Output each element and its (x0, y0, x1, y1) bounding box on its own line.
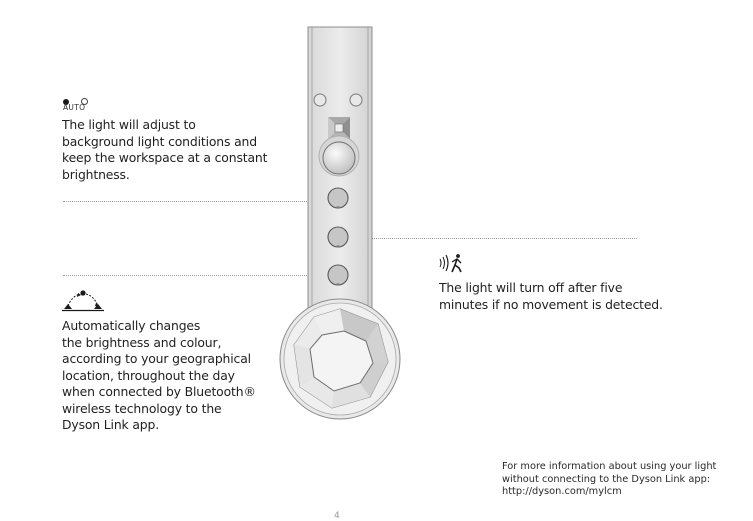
lamp-illustration (270, 25, 410, 425)
motion-sensor-walker-icon (438, 253, 468, 275)
motion-description: The light will turn off after five minutes if no movement is detected. (439, 280, 663, 312)
auto-description: The light will adjust to background light conditions and keep the workspace at a constant brightness. (62, 117, 268, 182)
footer-note: For more information about using your light without connecting to the Dyson Link app: http://dyson.com/mylcm (502, 461, 742, 499)
page-number: 4 (334, 511, 340, 521)
daylight-description: Automatically changes the brightness and colour, according to your geographical location, throughout the day when connected by Bluetooth® wireless technology to the Dyson Link app. (62, 318, 256, 432)
auto-label: AUTO (63, 103, 86, 112)
sun-arc-icon (62, 288, 104, 312)
dyson-link-url[interactable]: http://dyson.com/mylcm (502, 486, 622, 497)
